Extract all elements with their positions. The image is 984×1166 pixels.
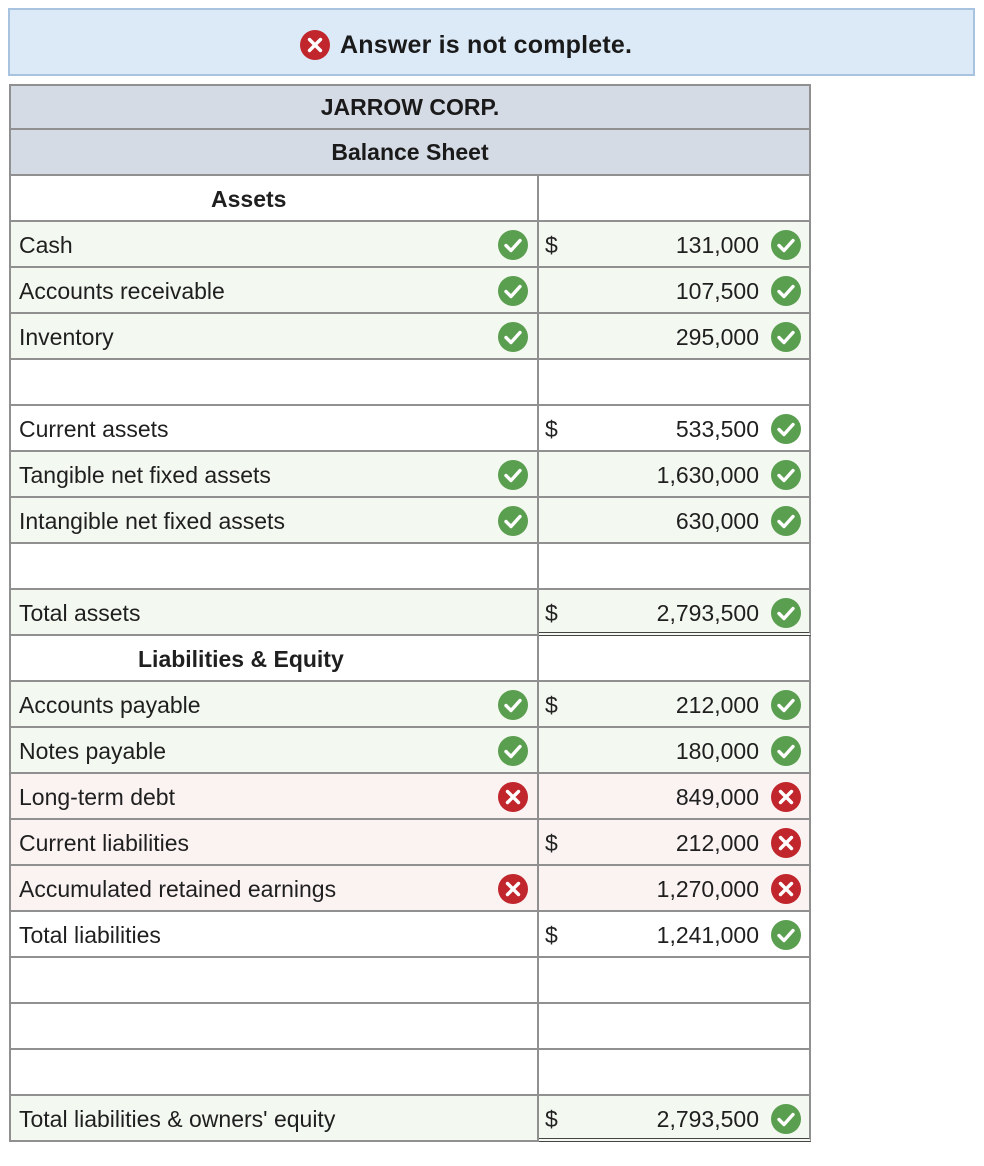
table-row	[9, 866, 811, 912]
row-label: Total liabilities & owners' equity	[19, 1106, 336, 1132]
row-amount-cell[interactable]	[539, 314, 811, 360]
check-circle-icon	[771, 230, 801, 260]
check-circle-icon	[498, 690, 528, 720]
row-amount: 295,000	[675, 324, 759, 350]
row-amount-cell[interactable]	[539, 268, 811, 314]
row-amount-cell[interactable]	[539, 452, 811, 498]
row-amount-cell[interactable]	[539, 498, 811, 544]
dollar-sign: $	[545, 232, 558, 258]
row-amount-cell[interactable]	[539, 222, 811, 268]
check-circle-icon	[771, 1104, 801, 1134]
table-row	[9, 498, 811, 544]
section-header-row	[9, 176, 811, 222]
blank-label-cell[interactable]	[9, 1050, 539, 1096]
row-label-cell[interactable]	[9, 866, 539, 912]
blank-amount-cell[interactable]	[539, 1004, 811, 1050]
dollar-sign: $	[545, 600, 558, 626]
blank-amount-cell[interactable]	[539, 544, 811, 590]
table-row	[9, 314, 811, 360]
row-label-cell[interactable]	[9, 774, 539, 820]
row-amount-cell[interactable]	[539, 590, 811, 636]
check-circle-icon	[498, 460, 528, 490]
row-label: Total liabilities	[19, 922, 161, 948]
row-amount: 180,000	[675, 738, 759, 764]
row-label: Accounts payable	[19, 692, 201, 718]
blank-row	[9, 1050, 811, 1096]
row-amount: 107,500	[675, 278, 759, 304]
blank-row	[9, 544, 811, 590]
row-label-cell[interactable]	[9, 682, 539, 728]
x-circle-icon	[771, 828, 801, 858]
answer-status-banner	[8, 8, 975, 76]
row-label: Inventory	[19, 324, 114, 350]
row-label-cell[interactable]	[9, 268, 539, 314]
row-amount: 1,270,000	[656, 876, 759, 902]
row-amount: 1,630,000	[656, 462, 759, 488]
row-label-cell[interactable]	[9, 314, 539, 360]
row-label: Cash	[19, 232, 73, 258]
check-circle-icon	[498, 276, 528, 306]
blank-label-cell[interactable]	[9, 360, 539, 406]
check-circle-icon	[771, 414, 801, 444]
table-row	[9, 406, 811, 452]
blank-row	[9, 360, 811, 406]
row-amount: 131,000	[675, 232, 759, 258]
row-label-cell[interactable]	[9, 1096, 539, 1142]
row-label-cell[interactable]	[9, 912, 539, 958]
blank-row	[9, 1004, 811, 1050]
table-row	[9, 268, 811, 314]
row-label: Current liabilities	[19, 830, 190, 856]
row-label: Current assets	[19, 416, 169, 442]
row-amount: 212,000	[675, 830, 759, 856]
check-circle-icon	[771, 920, 801, 950]
row-amount: 2,793,500	[656, 600, 759, 626]
row-amount-cell[interactable]	[539, 866, 811, 912]
table-row	[9, 820, 811, 866]
table-row	[9, 728, 811, 774]
blank-label-cell[interactable]	[9, 958, 539, 1004]
row-label-cell[interactable]	[9, 728, 539, 774]
x-circle-icon	[498, 874, 528, 904]
check-circle-icon	[498, 230, 528, 260]
dollar-sign: $	[545, 830, 558, 856]
row-amount: 533,500	[675, 416, 759, 442]
row-amount: 212,000	[675, 692, 759, 718]
row-amount-cell[interactable]	[539, 820, 811, 866]
check-circle-icon	[771, 690, 801, 720]
row-label: Accumulated retained earnings	[19, 876, 337, 902]
dollar-sign: $	[545, 1106, 558, 1132]
row-label-cell[interactable]	[9, 222, 539, 268]
table-row	[9, 682, 811, 728]
row-amount: 1,241,000	[656, 922, 759, 948]
row-label-cell[interactable]	[9, 498, 539, 544]
row-amount-cell[interactable]	[539, 682, 811, 728]
row-amount: 2,793,500	[656, 1106, 759, 1132]
table-row	[9, 590, 811, 636]
table-row	[9, 774, 811, 820]
row-amount-cell[interactable]	[539, 728, 811, 774]
x-circle-icon	[300, 30, 330, 60]
check-circle-icon	[771, 736, 801, 766]
row-label-cell[interactable]	[9, 452, 539, 498]
blank-amount-cell[interactable]	[539, 360, 811, 406]
check-circle-icon	[771, 506, 801, 536]
row-label: Total assets	[19, 600, 141, 626]
check-circle-icon	[498, 506, 528, 536]
dollar-sign: $	[545, 692, 558, 718]
table-row	[9, 222, 811, 268]
dollar-sign: $	[545, 416, 558, 442]
section-title: Liabilities & Equity	[138, 646, 344, 672]
x-circle-icon	[771, 782, 801, 812]
row-label: Intangible net fixed assets	[19, 508, 285, 534]
check-circle-icon	[771, 598, 801, 628]
row-amount-cell[interactable]	[539, 406, 811, 452]
row-label: Tangible net fixed assets	[19, 462, 271, 488]
row-label: Long-term debt	[19, 784, 175, 810]
section-title: Assets	[211, 186, 287, 212]
row-label-cell[interactable]	[9, 820, 539, 866]
row-amount-cell[interactable]	[539, 912, 811, 958]
check-circle-icon	[771, 322, 801, 352]
dollar-sign: $	[545, 922, 558, 948]
x-circle-icon	[498, 782, 528, 812]
check-circle-icon	[771, 276, 801, 306]
table-row	[9, 912, 811, 958]
row-amount-cell[interactable]	[539, 1096, 811, 1142]
blank-amount-cell[interactable]	[539, 958, 811, 1004]
blank-amount-cell[interactable]	[539, 1050, 811, 1096]
row-label: Accounts receivable	[19, 278, 225, 304]
table-row	[9, 452, 811, 498]
statement-title: Balance Sheet	[9, 130, 811, 176]
check-circle-icon	[771, 460, 801, 490]
row-amount: 630,000	[675, 508, 759, 534]
blank-label-cell[interactable]	[9, 1004, 539, 1050]
row-label: Notes payable	[19, 738, 167, 764]
company-name: JARROW CORP.	[9, 84, 811, 130]
check-circle-icon	[498, 736, 528, 766]
table-row	[9, 1096, 811, 1142]
blank-label-cell[interactable]	[9, 544, 539, 590]
row-amount: 849,000	[675, 784, 759, 810]
banner-text: Answer is not complete.	[340, 30, 633, 59]
row-amount-cell[interactable]	[539, 774, 811, 820]
row-label-cell[interactable]	[9, 590, 539, 636]
row-label-cell[interactable]	[9, 406, 539, 452]
section-header-row	[9, 636, 811, 682]
check-circle-icon	[498, 322, 528, 352]
x-circle-icon	[771, 874, 801, 904]
blank-row	[9, 958, 811, 1004]
